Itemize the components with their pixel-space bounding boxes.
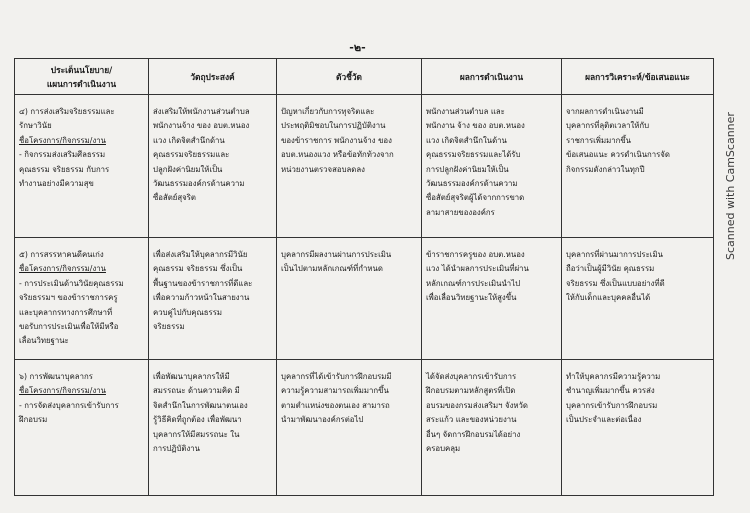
cell-line: - กิจกรรมส่งเสริมศีลธรรม xyxy=(19,150,106,160)
cell-line: สระแก้ว และของหน่วยงาน xyxy=(426,415,517,425)
cell-line: แวง ได้นำผลการประเมินที่ผ่าน xyxy=(426,264,529,274)
cell-line: การปฏิบัติงาน xyxy=(153,444,200,454)
cell-indicator xyxy=(277,238,422,360)
cell-line: กิจกรรมดังกล่าวในทุกปี xyxy=(566,164,645,174)
cell-line: จิตสำนึกในการพัฒนาตนเอง xyxy=(153,400,248,410)
header-policy xyxy=(15,59,149,95)
cell-line: ข้าราชการครูของ อบต.หนอง xyxy=(426,250,525,259)
cell-line: ชื่อโครงการ/กิจกรรม/งาน xyxy=(19,386,106,396)
cell-line: เพื่อความก้าวหน้าในสายงาน xyxy=(153,293,250,303)
cell-objective xyxy=(149,360,277,496)
cell-line: บุคลากรมีผลงานผ่านการประเมิน xyxy=(281,250,392,259)
cell-line: การปลูกฝังค่านิยมให้เป็น xyxy=(426,164,509,174)
cell-objective xyxy=(149,95,277,238)
cell-policy xyxy=(15,360,149,496)
cell-line: เป็นประจำและต่อเนื่อง xyxy=(566,415,642,425)
cell-line: เป็นไปตามหลักเกณฑ์ที่กำหนด xyxy=(281,264,383,274)
cell-line: ควบคู่ไปกับคุณธรรม xyxy=(153,307,223,317)
cell-line: พนักงาน จ้าง ของ อบต.หนอง xyxy=(426,121,525,131)
cell-line: ได้จัดส่งบุคลากรเข้ารับการ xyxy=(426,372,517,381)
cell-line: หน่วยงานตรวจสอบลดลง xyxy=(281,164,365,174)
cell-result xyxy=(422,95,562,238)
cell-line: ชื่อโครงการ/กิจกรรม/งาน xyxy=(19,264,106,274)
cell-line: ชำนาญเพิ่มมากขึ้น ควรส่ง xyxy=(566,386,655,396)
header-result xyxy=(422,59,562,95)
cell-line: และบุคลากรทางการศึกษาที่ xyxy=(19,307,113,317)
side-watermark: Scanned with CamScanner xyxy=(724,112,737,260)
cell-line: ทำงานอย่างมีความสุข xyxy=(19,179,94,189)
cell-line: บุคลากรที่ลุติตเวลาให้กับ xyxy=(566,121,650,131)
cell-line: ซื่อสัตย์สุจริตผู้ได้จากการขาด xyxy=(426,193,525,203)
header-objective xyxy=(149,59,277,95)
header-text: วัตถุประสงค์ xyxy=(190,71,235,82)
cell-line: บุคลากรที่ได้เข้ารับการฝึกอบรมมี xyxy=(281,372,392,381)
cell-line: คุณธรรมจริยธรรมและ xyxy=(153,150,230,160)
header-indicator xyxy=(277,59,422,95)
cell-line: ครอบคลุม xyxy=(426,444,461,454)
cell-line: ซื่อสัตย์สุจริต xyxy=(153,193,196,203)
table-row xyxy=(15,238,714,360)
cell-analysis xyxy=(562,238,714,360)
cell-objective xyxy=(149,238,277,360)
cell-line: เพื่อพัฒนาบุคลากรให้มี xyxy=(153,372,230,381)
cell-line: คุณธรรม จริยธรรม กับการ xyxy=(19,164,110,174)
cell-line: เพื่อส่งเสริมให้บุคลากรมีวินัย xyxy=(153,250,248,259)
cell-line: วัฒนธรรมองค์กรด้านความ xyxy=(153,179,245,189)
cell-line: เพื่อเลื่อนวิทยฐานะให้สูงขึ้น xyxy=(426,293,517,303)
cell-line: - การประเมินด้านวินัยคุณธรรม xyxy=(19,278,124,288)
cell-line: เลื่อนวิทยฐานะ xyxy=(19,336,69,346)
cell-line: ๖) การพัฒนาบุคลากร xyxy=(19,372,93,381)
cell-line: บุคลากรเข้ารับการฝึกอบรม xyxy=(566,400,658,410)
cell-line: พนักงานจ้าง ของ อบต.หนอง xyxy=(153,121,250,131)
cell-line: พื้นฐานของข้าราชการที่ดีและ xyxy=(153,278,253,288)
cell-line: - การจัดส่งบุคลากรเข้ารับการ xyxy=(19,400,119,410)
cell-analysis xyxy=(562,95,714,238)
cell-line: รักษาวินัย xyxy=(19,121,52,131)
cell-line: อบต.หนองแวง หรือข้อทักท้วงจาก xyxy=(281,150,394,160)
cell-line: ราชการเพิ่มมากขึ้น xyxy=(566,135,631,145)
header-text: ผลการดำเนินงาน xyxy=(459,71,524,82)
cell-line: ความรู้ความสามารถเพิ่มมากขึ้น xyxy=(281,386,389,396)
cell-line: พนักงานส่วนตำบล และ xyxy=(426,107,505,116)
cell-result xyxy=(422,360,562,496)
cell-policy xyxy=(15,238,149,360)
cell-line: บุคลากรที่ผ่านมาการประเมิน xyxy=(566,250,663,259)
header-text: ตัวชี้วัด xyxy=(336,71,362,82)
cell-line: ชื่อโครงการ/กิจกรรม/งาน xyxy=(19,135,106,145)
cell-line: ปัญหาเกี่ยวกับการทุจริตและ xyxy=(281,107,375,116)
header-text: แผนการดำเนินงาน xyxy=(46,78,117,89)
cell-line: ทำให้บุคลากรมีความรู้ความ xyxy=(566,372,661,381)
cell-line: ประพฤติมิชอบในการปฏิบัติงาน xyxy=(281,121,386,131)
cell-line: จากผลการดำเนินงานมี xyxy=(566,107,644,116)
table-row xyxy=(15,95,714,238)
cell-line: ข้อเสนอแนะ ควรดำเนินการจัด xyxy=(566,150,670,160)
cell-result xyxy=(422,238,562,360)
cell-line: แวง เกิดจิตสำนึกในด้าน xyxy=(426,135,507,145)
cell-line: ปลูกฝังค่านิยมให้เป็น xyxy=(153,164,223,174)
cell-line: อื่นๆ จัดการฝึกอบรมได้อย่าง xyxy=(426,429,521,439)
cell-line: หลักเกณฑ์การประเมินนำไป xyxy=(426,278,521,288)
header-analysis xyxy=(562,59,714,95)
header-row xyxy=(15,59,714,95)
cell-line: ให้กับเด็กและบุคคลอื่นได้ xyxy=(566,293,651,303)
cell-line: สมรรถนะ ด้านความคิด มี xyxy=(153,386,240,396)
cell-line: วัฒนธรรมองค์กรด้านความ xyxy=(426,179,518,189)
cell-line: จริยธรรม ซึ่งเป็นแบบอย่างที่ดี xyxy=(566,278,665,288)
cell-indicator xyxy=(277,95,422,238)
cell-line: อบรมของกรมส่งเสริมฯ จังหวัด xyxy=(426,400,528,410)
cell-line: ตามตำแหน่งของตนเอง สามารถ xyxy=(281,400,390,410)
cell-line: ลามาสายขององค์กร xyxy=(426,207,495,217)
cell-line: ๕) การสรรหาคนดีคนเก่ง xyxy=(19,250,104,259)
cell-line: จริยธรรมฯ ของข้าราชการครู xyxy=(19,293,118,303)
cell-line: บุคลากรให้มีสมรรถนะ ใน xyxy=(153,429,240,439)
cell-line: ๔) การส่งเสริมจริยธรรมและ xyxy=(19,107,115,116)
cell-line: ถือว่าเป็นผู้มีวินัย คุณธรรม xyxy=(566,264,655,274)
cell-line: นำมาพัฒนาองค์กรต่อไป xyxy=(281,415,364,425)
cell-line: คุณธรรมจริยธรรมและได้รับ xyxy=(426,150,521,160)
policy-table xyxy=(14,58,714,496)
cell-line: ฝึกอบรมตามหลักสูตรที่เปิด xyxy=(426,386,516,396)
cell-line: ของข้าราชการ พนักงานจ้าง ของ xyxy=(281,135,392,145)
cell-analysis xyxy=(562,360,714,496)
cell-line: แวง เกิดจิตสำนึกด้าน xyxy=(153,135,225,145)
cell-line: ส่งเสริมให้พนักงานส่วนตำบล xyxy=(153,107,250,116)
cell-line: รู้วิธีคิดที่ถูกต้อง เพื่อพัฒนา xyxy=(153,415,242,425)
cell-indicator xyxy=(277,360,422,496)
cell-policy xyxy=(15,95,149,238)
page-number: -๒- xyxy=(349,41,366,54)
header-text: ประเด็นนโยบาย/ xyxy=(50,64,113,75)
cell-line: ฝึกอบรม xyxy=(19,415,48,425)
header-text: ผลการวิเคราะห์/ข้อเสนอแนะ xyxy=(585,71,690,82)
cell-line: ขอรับการประเมินเพื่อให้มีหรือ xyxy=(19,322,119,332)
cell-line: จริยธรรม xyxy=(153,322,185,332)
table-row xyxy=(15,360,714,496)
cell-line: คุณธรรม จริยธรรม ซึ่งเป็น xyxy=(153,264,243,274)
